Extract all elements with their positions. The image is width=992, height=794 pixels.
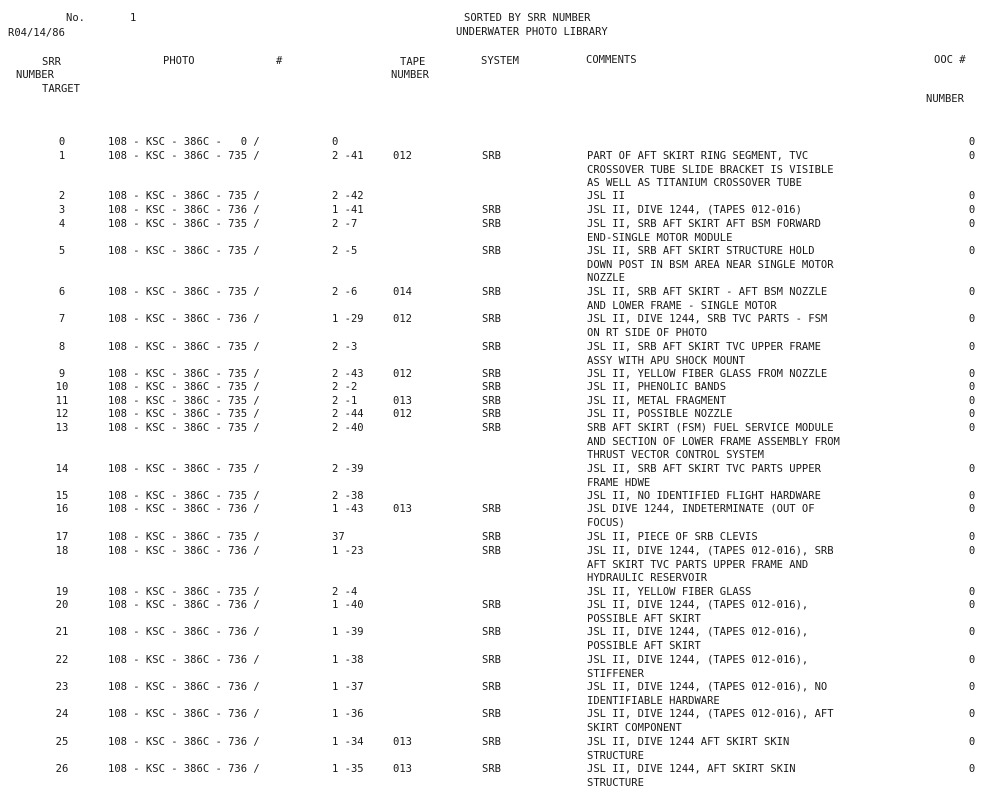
srr-number: 13 <box>55 422 69 434</box>
comments-cell <box>587 586 927 600</box>
comment-line: JSL II, DIVE 1244 AFT SKIRT SKIN <box>587 736 790 748</box>
photo-id: 108 - KSC - 386C - 736 / <box>108 313 260 325</box>
srr-number: 25 <box>55 736 69 748</box>
comments-cell <box>587 763 927 790</box>
tape-number: 013 <box>393 736 412 748</box>
comments-cell <box>587 395 927 409</box>
tape-number: 012 <box>393 408 412 420</box>
col-header-srr-line2: NUMBER <box>16 69 54 81</box>
system-code: SRB <box>482 368 501 380</box>
comments-cell <box>587 531 927 545</box>
ooc-number: 0 <box>968 368 976 380</box>
srr-number: 22 <box>55 654 69 666</box>
ooc-number: 0 <box>968 626 976 638</box>
comment-line: JSL II <box>587 190 625 202</box>
ooc-number: 0 <box>968 586 976 598</box>
comment-line: FRAME HDWE <box>587 476 651 489</box>
comment-line: JSL II, DIVE 1244, (TAPES 012-016), NO <box>587 681 828 693</box>
comment-line: SKIRT COMPONENT <box>587 721 682 734</box>
photo-id: 108 - KSC - 386C - 735 / <box>108 531 260 543</box>
comments-cell <box>587 218 927 245</box>
comment-line: ASSY WITH APU SHOCK MOUNT <box>587 354 746 367</box>
comment-line: JSL II, SRB AFT SKIRT TVC PARTS UPPER <box>587 463 821 475</box>
comments-cell <box>587 204 927 218</box>
ooc-number: 0 <box>968 599 976 611</box>
photo-number: 1 -41 <box>332 204 364 216</box>
system-code: SRB <box>482 708 501 720</box>
comments-cell <box>587 381 927 395</box>
ooc-number: 0 <box>968 245 976 257</box>
comments-cell <box>587 245 927 286</box>
srr-number: 3 <box>58 204 66 216</box>
comment-line: JSL II, DIVE 1244, (TAPES 012-016), <box>587 599 809 611</box>
photo-number: 1 -39 <box>332 626 364 638</box>
srr-number: 9 <box>58 368 66 380</box>
ooc-number: 0 <box>968 490 976 502</box>
photo-number: 2 -38 <box>332 490 364 502</box>
srr-number: 23 <box>55 681 69 693</box>
comments-cell <box>587 545 927 586</box>
page-number-label: No. <box>66 12 85 24</box>
photo-number: 0 <box>332 136 339 148</box>
comments-cell <box>587 368 927 382</box>
srr-number: 1 <box>58 150 66 162</box>
photo-id: 108 - KSC - 386C - 735 / <box>108 368 260 380</box>
comment-line: JSL II, YELLOW FIBER GLASS <box>587 586 752 598</box>
comment-line: SRB AFT SKIRT (FSM) FUEL SERVICE MODULE <box>587 422 834 434</box>
photo-number: 2 -2 <box>332 381 358 393</box>
ooc-number: 0 <box>968 150 976 162</box>
ooc-number: 0 <box>968 204 976 216</box>
tape-number: 012 <box>393 313 412 325</box>
photo-number: 1 -36 <box>332 708 364 720</box>
page-number-value: 1 <box>130 12 137 24</box>
photo-number: 2 -7 <box>332 218 358 230</box>
photo-id: 108 - KSC - 386C - 735 / <box>108 381 260 393</box>
tape-number: 013 <box>393 763 412 775</box>
ooc-number: 0 <box>968 408 976 420</box>
comments-cell <box>587 503 927 530</box>
tape-number: 014 <box>393 286 412 298</box>
ooc-number: 0 <box>968 313 976 325</box>
srr-number: 15 <box>55 490 69 502</box>
system-code: SRB <box>482 286 501 298</box>
photo-id: 108 - KSC - 386C - 736 / <box>108 545 260 557</box>
photo-id: 108 - KSC - 386C - 736 / <box>108 626 260 638</box>
tape-number: 013 <box>393 503 412 515</box>
comments-cell <box>587 150 927 191</box>
photo-id: 108 - KSC - 386C - 735 / <box>108 286 260 298</box>
srr-number: 0 <box>58 136 66 148</box>
col-header-ooc-line1: OOC # <box>934 54 966 66</box>
system-code: SRB <box>482 599 501 611</box>
photo-number: 2 -43 <box>332 368 364 380</box>
comment-line: JSL II, NO IDENTIFIED FLIGHT HARDWARE <box>587 490 821 502</box>
photo-id: 108 - KSC - 386C - 736 / <box>108 204 260 216</box>
comment-line: NOZZLE <box>587 272 625 285</box>
comment-line: END-SINGLE MOTOR MODULE <box>587 231 733 244</box>
ooc-number: 0 <box>968 381 976 393</box>
col-header-hash: # <box>276 55 283 67</box>
photo-number: 37 <box>332 531 345 543</box>
col-header-system: SYSTEM <box>481 55 519 67</box>
system-code: SRB <box>482 545 501 557</box>
ooc-number: 0 <box>968 681 976 693</box>
srr-number: 18 <box>55 545 69 557</box>
comment-line: AND LOWER FRAME - SINGLE MOTOR <box>587 299 777 312</box>
comments-cell <box>587 341 927 368</box>
system-code: SRB <box>482 736 501 748</box>
photo-id: 108 - KSC - 386C - 736 / <box>108 599 260 611</box>
srr-number: 6 <box>58 286 66 298</box>
comment-line: JSL II, DIVE 1244, (TAPES 012-016), SRB <box>587 545 834 557</box>
comment-line: JSL II, DIVE 1244, (TAPES 012-016), <box>587 626 809 638</box>
photo-number: 2 -4 <box>332 586 358 598</box>
comment-line: STIFFENER <box>587 667 644 680</box>
srr-number: 11 <box>55 395 69 407</box>
photo-number: 2 -39 <box>332 463 364 475</box>
system-code: SRB <box>482 626 501 638</box>
ooc-number: 0 <box>968 395 976 407</box>
srr-number: 21 <box>55 626 69 638</box>
comments-cell <box>587 313 927 340</box>
photo-number: 1 -34 <box>332 736 364 748</box>
comment-line: JSL II, PHENOLIC BANDS <box>587 381 727 393</box>
photo-number: 1 -40 <box>332 599 364 611</box>
col-header-tape-line1: TAPE <box>400 56 426 68</box>
srr-number: 12 <box>55 408 69 420</box>
comment-line: JSL II, SRB AFT SKIRT TVC UPPER FRAME <box>587 341 821 353</box>
comment-line: JSL DIVE 1244, INDETERMINATE (OUT OF <box>587 503 815 515</box>
photo-id: 108 - KSC - 386C - 736 / <box>108 503 260 515</box>
system-code: SRB <box>482 204 501 216</box>
ooc-number: 0 <box>968 763 976 775</box>
comment-line: AND SECTION OF LOWER FRAME ASSEMBLY FROM <box>587 435 840 448</box>
system-code: SRB <box>482 341 501 353</box>
photo-number: 2 -1 <box>332 395 358 407</box>
srr-number: 17 <box>55 531 69 543</box>
system-code: SRB <box>482 150 501 162</box>
system-code: SRB <box>482 395 501 407</box>
photo-number: 2 -5 <box>332 245 358 257</box>
comment-line: THRUST VECTOR CONTROL SYSTEM <box>587 449 765 462</box>
report-id: R04/14/86 <box>8 27 65 39</box>
srr-number: 7 <box>58 313 66 325</box>
comment-line: DOWN POST IN BSM AREA NEAR SINGLE MOTOR <box>587 258 834 271</box>
comment-line: ON RT SIDE OF PHOTO <box>587 326 708 339</box>
photo-id: 108 - KSC - 386C - 735 / <box>108 422 260 434</box>
ooc-number: 0 <box>968 422 976 434</box>
srr-number: 5 <box>58 245 66 257</box>
photo-number: 1 -38 <box>332 654 364 666</box>
comment-line: JSL II, DIVE 1244, AFT SKIRT SKIN <box>587 763 796 775</box>
photo-number: 2 -6 <box>332 286 358 298</box>
comments-cell <box>587 599 927 626</box>
photo-id: 108 - KSC - 386C - 736 / <box>108 763 260 775</box>
comments-cell <box>587 190 927 204</box>
ooc-number: 0 <box>968 218 976 230</box>
photo-number: 1 -29 <box>332 313 364 325</box>
photo-id: 108 - KSC - 386C - 735 / <box>108 190 260 202</box>
comments-cell <box>587 681 927 708</box>
comment-line: JSL II, DIVE 1244, SRB TVC PARTS - FSM <box>587 313 828 325</box>
tape-number: 012 <box>393 368 412 380</box>
comment-line: POSSIBLE AFT SKIRT <box>587 639 701 652</box>
system-code: SRB <box>482 681 501 693</box>
photo-id: 108 - KSC - 386C - 735 / <box>108 245 260 257</box>
col-header-srr-line1: SRR <box>42 56 61 68</box>
ooc-number: 0 <box>968 545 976 557</box>
report-title-line1: SORTED BY SRR NUMBER <box>464 12 591 24</box>
comment-line: JSL II, SRB AFT SKIRT STRUCTURE HOLD <box>587 245 815 257</box>
photo-number: 1 -35 <box>332 763 364 775</box>
tape-number: 012 <box>393 150 412 162</box>
comment-line: POSSIBLE AFT SKIRT <box>587 612 701 625</box>
ooc-number: 0 <box>968 286 976 298</box>
photo-number: 2 -42 <box>332 190 364 202</box>
photo-id: 108 - KSC - 386C - 735 / <box>108 341 260 353</box>
srr-number: 24 <box>55 708 69 720</box>
photo-id: 108 - KSC - 386C - 736 / <box>108 654 260 666</box>
col-header-ooc-line2: NUMBER <box>926 93 964 105</box>
photo-id: 108 - KSC - 386C - 735 / <box>108 395 260 407</box>
photo-id: 108 - KSC - 386C - 735 / <box>108 218 260 230</box>
photo-id: 108 - KSC - 386C - 735 / <box>108 490 260 502</box>
srr-number: 2 <box>58 190 66 202</box>
photo-number: 2 -3 <box>332 341 358 353</box>
srr-number: 19 <box>55 586 69 598</box>
comment-line: JSL II, METAL FRAGMENT <box>587 395 727 407</box>
comment-line: PART OF AFT SKIRT RING SEGMENT, TVC <box>587 150 809 162</box>
srr-number: 8 <box>58 341 66 353</box>
comment-line: JSL II, POSSIBLE NOZZLE <box>587 408 733 420</box>
ooc-number: 0 <box>968 136 976 148</box>
ooc-number: 0 <box>968 190 976 202</box>
srr-number: 20 <box>55 599 69 611</box>
system-code: SRB <box>482 503 501 515</box>
col-header-srr-line3: TARGET <box>42 83 80 95</box>
col-header-comments: COMMENTS <box>586 54 637 66</box>
comments-cell <box>587 463 927 490</box>
ooc-number: 0 <box>968 503 976 515</box>
photo-number: 2 -44 <box>332 408 364 420</box>
system-code: SRB <box>482 408 501 420</box>
ooc-number: 0 <box>968 531 976 543</box>
comment-line: HYDRAULIC RESERVOIR <box>587 572 708 585</box>
system-code: SRB <box>482 654 501 666</box>
comments-cell <box>587 286 927 313</box>
comments-cell <box>587 626 927 653</box>
photo-number: 2 -40 <box>332 422 364 434</box>
comment-line: STRUCTURE <box>587 749 644 762</box>
comment-line: AFT SKIRT TVC PARTS UPPER FRAME AND <box>587 558 809 571</box>
comment-line: JSL II, YELLOW FIBER GLASS FROM NOZZLE <box>587 368 828 380</box>
tape-number: 013 <box>393 395 412 407</box>
comment-line: JSL II, PIECE OF SRB CLEVIS <box>587 531 758 543</box>
ooc-number: 0 <box>968 341 976 353</box>
ooc-number: 0 <box>968 654 976 666</box>
comment-line: JSL II, SRB AFT SKIRT - AFT BSM NOZZLE <box>587 286 828 298</box>
comment-line: IDENTIFIABLE HARDWARE <box>587 694 720 707</box>
photo-number: 1 -37 <box>332 681 364 693</box>
srr-number: 10 <box>55 381 69 393</box>
srr-number: 26 <box>55 763 69 775</box>
comments-cell <box>587 708 927 735</box>
comment-line: JSL II, DIVE 1244, (TAPES 012-016) <box>587 204 802 216</box>
photo-id: 108 - KSC - 386C - 736 / <box>108 681 260 693</box>
comments-cell <box>587 490 927 504</box>
system-code: SRB <box>482 422 501 434</box>
photo-id: 108 - KSC - 386C - 735 / <box>108 408 260 420</box>
ooc-number: 0 <box>968 708 976 720</box>
system-code: SRB <box>482 381 501 393</box>
comments-cell <box>587 654 927 681</box>
comments-cell <box>587 736 927 763</box>
photo-id: 108 - KSC - 386C - 736 / <box>108 708 260 720</box>
photo-id: 108 - KSC - 386C - 0 / <box>108 136 260 148</box>
system-code: SRB <box>482 218 501 230</box>
col-header-photo: PHOTO <box>163 55 195 67</box>
comment-line: FOCUS) <box>587 516 625 529</box>
system-code: SRB <box>482 763 501 775</box>
srr-number: 4 <box>58 218 66 230</box>
comment-line: CROSSOVER TUBE SLIDE BRACKET IS VISIBLE <box>587 163 834 176</box>
comment-line: JSL II, DIVE 1244, (TAPES 012-016), <box>587 654 809 666</box>
photo-id: 108 - KSC - 386C - 736 / <box>108 736 260 748</box>
system-code: SRB <box>482 531 501 543</box>
ooc-number: 0 <box>968 463 976 475</box>
srr-number: 14 <box>55 463 69 475</box>
photo-number: 2 -41 <box>332 150 364 162</box>
photo-id: 108 - KSC - 386C - 735 / <box>108 463 260 475</box>
system-code: SRB <box>482 313 501 325</box>
photo-number: 1 -23 <box>332 545 364 557</box>
comment-line: JSL II, DIVE 1244, (TAPES 012-016), AFT <box>587 708 834 720</box>
srr-number: 16 <box>55 503 69 515</box>
comments-cell <box>587 408 927 422</box>
system-code: SRB <box>482 245 501 257</box>
photo-id: 108 - KSC - 386C - 735 / <box>108 150 260 162</box>
comments-cell <box>587 422 927 463</box>
comment-line: STRUCTURE <box>587 776 644 789</box>
comment-line: AS WELL AS TITANIUM CROSSOVER TUBE <box>587 177 802 190</box>
photo-number: 1 -43 <box>332 503 364 515</box>
report-title-line2: UNDERWATER PHOTO LIBRARY <box>456 26 608 38</box>
comment-line: JSL II, SRB AFT SKIRT AFT BSM FORWARD <box>587 218 821 230</box>
photo-id: 108 - KSC - 386C - 735 / <box>108 586 260 598</box>
col-header-tape-line2: NUMBER <box>391 69 429 81</box>
ooc-number: 0 <box>968 736 976 748</box>
